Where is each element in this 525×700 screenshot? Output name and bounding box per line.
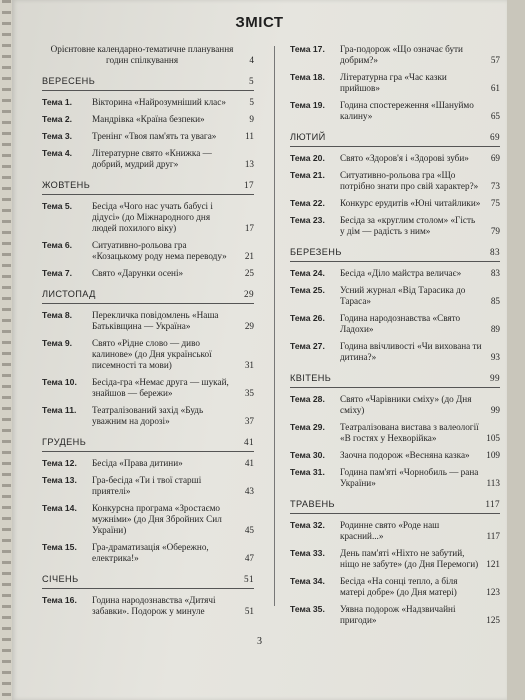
month-page: 117 bbox=[485, 499, 500, 509]
month-label: ТРАВЕНЬ bbox=[290, 499, 335, 509]
topic-title: Театралізована вистава з валеології «В гостях у Нехворійка» bbox=[340, 422, 479, 443]
topic-body bbox=[92, 503, 254, 536]
toc-entry[interactable] bbox=[290, 198, 500, 209]
topic-number: Тема 30. bbox=[290, 450, 325, 460]
topic-page: 25 bbox=[244, 268, 254, 278]
month-page: 29 bbox=[244, 289, 254, 299]
toc-entry[interactable] bbox=[42, 268, 254, 279]
topic-page: 75 bbox=[490, 198, 500, 208]
toc-entry[interactable] bbox=[290, 100, 500, 122]
topic-page: 113 bbox=[486, 478, 500, 488]
topic-page: 73 bbox=[490, 181, 500, 191]
topic-page: 85 bbox=[490, 296, 500, 306]
toc-entry[interactable] bbox=[290, 215, 500, 237]
topic-page: 93 bbox=[490, 352, 500, 362]
topic-number: Тема 22. bbox=[290, 198, 325, 208]
topic-title: Літературна гра «Час казки прийшов» bbox=[340, 72, 447, 93]
topic-title: Година спостереження «Шануймо калину» bbox=[340, 100, 474, 121]
toc-entry[interactable] bbox=[290, 450, 500, 461]
topic-page: 69 bbox=[490, 153, 500, 163]
toc-entry[interactable] bbox=[42, 148, 254, 170]
topic-number: Тема 14. bbox=[42, 503, 77, 513]
month-section-header bbox=[42, 574, 254, 589]
topic-number: Тема 27. bbox=[290, 341, 325, 351]
topic-body bbox=[340, 215, 500, 237]
topic-number: Тема 8. bbox=[42, 310, 73, 320]
toc-entry[interactable] bbox=[290, 467, 500, 489]
toc-entry[interactable] bbox=[290, 153, 500, 164]
topic-page: 57 bbox=[490, 55, 500, 65]
topic-title: Година ввічливості «Чи вихована ти дитина?» bbox=[340, 341, 482, 362]
topic-title: Мандрівка «Країна безпеки» bbox=[92, 114, 205, 124]
toc-entry[interactable] bbox=[42, 405, 254, 427]
topic-number: Тема 33. bbox=[290, 548, 325, 558]
topic-title: Ситуативно-рольова гра «Що потрібно знати про свій характер?» bbox=[340, 170, 479, 191]
topic-body bbox=[340, 313, 500, 335]
topic-number: Тема 6. bbox=[42, 240, 73, 250]
toc-right-column bbox=[290, 44, 500, 632]
topic-page: 51 bbox=[244, 606, 254, 616]
toc-entry[interactable] bbox=[42, 475, 254, 497]
topic-body bbox=[92, 148, 254, 170]
topic-body bbox=[340, 285, 500, 307]
topic-body bbox=[92, 405, 254, 427]
toc-entry[interactable] bbox=[290, 548, 500, 570]
topic-title: Бесіда «Права дитини» bbox=[92, 458, 183, 468]
topic-number: Тема 19. bbox=[290, 100, 325, 110]
topic-body bbox=[340, 520, 500, 542]
topic-number: Тема 34. bbox=[290, 576, 325, 586]
topic-number: Тема 11. bbox=[42, 405, 77, 415]
topic-number: Тема 35. bbox=[290, 604, 325, 614]
toc-left-column bbox=[42, 44, 254, 623]
topic-title: Свято «Здоров'я і «Здорові зуби» bbox=[340, 153, 469, 163]
topic-title: Гра-бесіда «Ти і твої старші приятелі» bbox=[92, 475, 202, 496]
topic-number: Тема 32. bbox=[290, 520, 325, 530]
topic-page: 31 bbox=[244, 360, 254, 370]
topic-body bbox=[340, 198, 500, 209]
topic-page: 11 bbox=[245, 131, 254, 141]
topic-title: Година народознавства «Свято Ладохи» bbox=[340, 313, 461, 334]
topic-title: Бесіда «На сонці тепло, а біля матері добре» (до Дня матері) bbox=[340, 576, 458, 597]
toc-entry[interactable] bbox=[42, 131, 254, 142]
topic-title: Гра-драматизація «Обережно, електрика!» bbox=[92, 542, 209, 563]
topic-page: 29 bbox=[244, 321, 254, 331]
toc-entry[interactable] bbox=[42, 201, 254, 234]
toc-entry[interactable] bbox=[290, 520, 500, 542]
topic-number: Тема 23. bbox=[290, 215, 325, 225]
month-page: 51 bbox=[244, 574, 254, 584]
topic-number: Тема 26. bbox=[290, 313, 325, 323]
toc-entry[interactable] bbox=[42, 338, 254, 371]
topic-body bbox=[92, 131, 254, 142]
topic-title: Вікторина «Найрозумніший клас» bbox=[92, 97, 226, 107]
topic-body bbox=[340, 170, 500, 192]
topic-number: Тема 1. bbox=[42, 97, 73, 107]
topic-page: 35 bbox=[244, 388, 254, 398]
toc-entry[interactable] bbox=[290, 313, 500, 335]
month-label: ЖОВТЕНЬ bbox=[42, 180, 91, 190]
month-section-header bbox=[42, 437, 254, 452]
month-label: ЛИСТОПАД bbox=[42, 289, 96, 299]
topic-title: Театралізований захід «Будь уважним на дорозі» bbox=[92, 405, 204, 426]
topic-page: 13 bbox=[244, 159, 254, 169]
month-label: БЕРЕЗЕНЬ bbox=[290, 247, 342, 257]
topic-body bbox=[340, 100, 500, 122]
month-section-header bbox=[290, 499, 500, 514]
topic-body bbox=[92, 475, 254, 497]
topic-page: 9 bbox=[249, 114, 254, 124]
topic-title: Свято «Рідне слово — диво калинове» (до Дня української писемності та мови) bbox=[92, 338, 212, 370]
topic-body bbox=[340, 422, 500, 444]
toc-entry[interactable] bbox=[42, 97, 254, 108]
topic-number: Тема 13. bbox=[42, 475, 77, 485]
topic-page: 109 bbox=[486, 450, 500, 460]
topic-body bbox=[340, 394, 500, 416]
topic-number: Тема 21. bbox=[290, 170, 325, 180]
page-number: 3 bbox=[257, 636, 262, 647]
topic-body bbox=[92, 310, 254, 332]
topic-body bbox=[340, 467, 500, 489]
topic-body bbox=[340, 153, 500, 164]
topic-number: Тема 31. bbox=[290, 467, 325, 477]
topic-body bbox=[92, 338, 254, 371]
topic-title: Тренінг «Твоя пам'ять та увага» bbox=[92, 131, 217, 141]
topic-number: Тема 12. bbox=[42, 458, 77, 468]
topic-number: Тема 16. bbox=[42, 595, 77, 605]
topic-body bbox=[340, 604, 500, 626]
toc-entry[interactable] bbox=[42, 458, 254, 469]
topic-number: Тема 20. bbox=[290, 153, 325, 163]
topic-number: Тема 4. bbox=[42, 148, 73, 158]
page-title: ЗМІСТ bbox=[235, 14, 284, 31]
toc-entry[interactable] bbox=[42, 310, 254, 332]
topic-title: Уявна подорож «Надзвичайні пригоди» bbox=[340, 604, 456, 625]
topic-page: 105 bbox=[486, 433, 500, 443]
month-section-header bbox=[42, 180, 254, 195]
topic-title: Конкурс ерудитів «Юні читайлики» bbox=[340, 198, 481, 208]
topic-body bbox=[92, 458, 254, 469]
month-page: 69 bbox=[490, 132, 500, 142]
topic-title: Гра-подорож «Що означає бути добрим?» bbox=[340, 44, 463, 65]
topic-body bbox=[92, 377, 254, 399]
topic-title: Бесіда «Чого нас учать бабусі і дідусі» (до Міжнародного дня людей похилого віку) bbox=[92, 201, 213, 233]
topic-number: Тема 25. bbox=[290, 285, 325, 295]
topic-page: 45 bbox=[244, 525, 254, 535]
topic-body bbox=[92, 595, 254, 617]
toc-entry[interactable] bbox=[42, 542, 254, 564]
book-page bbox=[12, 0, 507, 700]
topic-title: Свято «Дарунки осені» bbox=[92, 268, 184, 278]
topic-title: Родинне свято «Роде наш красний...» bbox=[340, 520, 440, 541]
toc-intro-entry[interactable] bbox=[42, 44, 254, 66]
month-page: 41 bbox=[244, 437, 254, 447]
toc-entry[interactable] bbox=[290, 72, 500, 94]
topic-title: Усний журнал «Від Тарасика до Тараса» bbox=[340, 285, 466, 306]
toc-entry[interactable] bbox=[42, 240, 254, 262]
topic-title: Бесіда за «круглим столом» «Гість у дім — радість з ним» bbox=[340, 215, 476, 236]
topic-title: День пам'яті «Ніхто не забутий, ніщо не забуте» (до Дня Перемоги) bbox=[340, 548, 479, 569]
topic-page: 43 bbox=[244, 486, 254, 496]
topic-number: Тема 29. bbox=[290, 422, 325, 432]
topic-number: Тема 2. bbox=[42, 114, 73, 124]
topic-number: Тема 5. bbox=[42, 201, 73, 211]
intro-text: Орієнтовне календарно-тематичне планування годин спілкування bbox=[50, 44, 234, 65]
month-section-header bbox=[42, 76, 254, 91]
topic-title: Конкурсна програма «Зростаємо мужніми» (до Дня Збройних Сил України) bbox=[92, 503, 222, 535]
topic-page: 121 bbox=[486, 559, 500, 569]
topic-body bbox=[92, 97, 254, 108]
binder-edge bbox=[507, 0, 525, 700]
topic-page: 125 bbox=[486, 615, 500, 625]
topic-page: 17 bbox=[244, 223, 254, 233]
month-page: 99 bbox=[490, 373, 500, 383]
toc-entry[interactable] bbox=[290, 170, 500, 192]
topic-page: 99 bbox=[490, 405, 500, 415]
topic-body bbox=[92, 240, 254, 262]
toc-entry[interactable] bbox=[290, 268, 500, 279]
topic-body bbox=[92, 201, 254, 234]
toc-entry[interactable] bbox=[290, 604, 500, 626]
month-label: КВІТЕНЬ bbox=[290, 373, 332, 383]
topic-number: Тема 24. bbox=[290, 268, 325, 278]
topic-title: Свято «Чарівники сміху» (до Дня сміху) bbox=[340, 394, 472, 415]
topic-number: Тема 9. bbox=[42, 338, 73, 348]
toc-entry[interactable] bbox=[42, 114, 254, 125]
month-label: ВЕРЕСЕНЬ bbox=[42, 76, 96, 86]
topic-body bbox=[340, 450, 500, 461]
topic-page: 79 bbox=[490, 226, 500, 236]
topic-title: Бесіда-гра «Немає друга — шукай, знайшов — бережи» bbox=[92, 377, 229, 398]
topic-body bbox=[340, 268, 500, 279]
topic-title: Ситуативно-рольова гра «Козацькому роду нема переводу» bbox=[92, 240, 227, 261]
topic-page: 37 bbox=[244, 416, 254, 426]
toc-entry[interactable] bbox=[290, 285, 500, 307]
topic-title: Година народознавства «Дитячі забавки». Подорож у минуле bbox=[92, 595, 216, 616]
topic-title: Літературне свято «Книжка — добрий, мудрий друг» bbox=[92, 148, 212, 169]
topic-body bbox=[340, 548, 500, 570]
column-divider bbox=[274, 46, 275, 606]
topic-number: Тема 15. bbox=[42, 542, 77, 552]
topic-page: 5 bbox=[249, 97, 254, 107]
toc-entry[interactable] bbox=[290, 422, 500, 444]
toc-entry[interactable] bbox=[42, 503, 254, 536]
month-section-header bbox=[290, 132, 500, 147]
topic-body bbox=[92, 114, 254, 125]
month-label: ЛЮТИЙ bbox=[290, 132, 326, 142]
month-section-header bbox=[290, 373, 500, 388]
toc-entry[interactable] bbox=[290, 341, 500, 363]
topic-page: 123 bbox=[486, 587, 500, 597]
topic-page: 21 bbox=[244, 251, 254, 261]
topic-page: 89 bbox=[490, 324, 500, 334]
topic-body bbox=[340, 341, 500, 363]
month-page: 17 bbox=[244, 180, 254, 190]
toc-entry[interactable] bbox=[42, 595, 254, 617]
topic-number: Тема 10. bbox=[42, 377, 77, 387]
topic-body bbox=[340, 576, 500, 598]
topic-number: Тема 17. bbox=[290, 44, 325, 54]
topic-body bbox=[340, 44, 500, 66]
topic-body bbox=[92, 542, 254, 564]
topic-number: Тема 7. bbox=[42, 268, 73, 278]
topic-body bbox=[92, 268, 254, 279]
toc-entry[interactable] bbox=[290, 394, 500, 416]
toc-entry[interactable] bbox=[42, 377, 254, 399]
topic-title: Бесіда «Діло майстра величає» bbox=[340, 268, 462, 278]
topic-page: 83 bbox=[490, 268, 500, 278]
topic-title: Перекличка повідомлень «Наша Батьківщина — Україна» bbox=[92, 310, 219, 331]
month-page: 5 bbox=[249, 76, 254, 86]
topic-number: Тема 28. bbox=[290, 394, 325, 404]
topic-title: Година пам'яті «Чорнобиль — рана України» bbox=[340, 467, 479, 488]
topic-page: 41 bbox=[244, 458, 254, 468]
topic-body bbox=[340, 72, 500, 94]
intro-page: 4 bbox=[249, 55, 254, 65]
month-label: ГРУДЕНЬ bbox=[42, 437, 87, 447]
month-page: 83 bbox=[490, 247, 500, 257]
topic-number: Тема 18. bbox=[290, 72, 325, 82]
topic-page: 117 bbox=[486, 531, 500, 541]
month-label: СІЧЕНЬ bbox=[42, 574, 79, 584]
month-section-header bbox=[290, 247, 500, 262]
topic-page: 61 bbox=[490, 83, 500, 93]
spiral-binding bbox=[2, 0, 11, 700]
toc-entry[interactable] bbox=[290, 576, 500, 598]
topic-number: Тема 3. bbox=[42, 131, 73, 141]
month-section-header bbox=[42, 289, 254, 304]
toc-entry[interactable] bbox=[290, 44, 500, 66]
topic-title: Заочна подорож «Весняна казка» bbox=[340, 450, 470, 460]
topic-page: 47 bbox=[244, 553, 254, 563]
topic-page: 65 bbox=[490, 111, 500, 121]
